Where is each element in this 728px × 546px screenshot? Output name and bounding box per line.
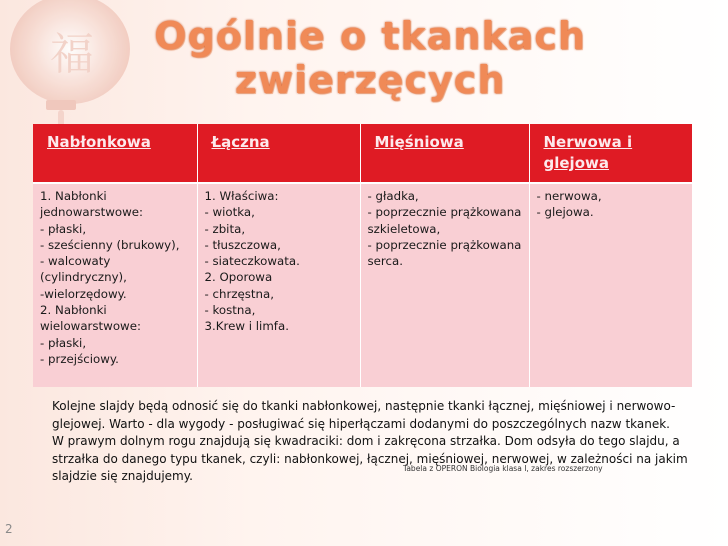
cell-laczna xyxy=(197,183,360,387)
header-link-nablonkowa[interactable]: Nabłonkowa xyxy=(33,124,197,183)
cell-line: - poprzecznie prążkowana xyxy=(367,205,522,220)
cell-line: 2. Nabłonki xyxy=(40,303,107,318)
note-line: Kolejne slajdy będą odnosić się do tkanki nabłonkowej, następnie tkanki łącznej, mięśniowej i nerwowo- xyxy=(52,399,676,413)
slide-title xyxy=(120,14,620,102)
header-link-miesniowa[interactable]: Mięśniowa xyxy=(360,124,529,183)
cell-line: jednowarstwowe: xyxy=(40,205,143,220)
lantern-glyph-icon: 福 xyxy=(50,29,94,80)
instruction-note xyxy=(52,398,688,486)
slide-title-line1: Ogólnie o tkankach xyxy=(154,14,586,58)
slide-title-line2: zwierzęcych xyxy=(234,58,506,102)
cell-line: - nerwowa, xyxy=(536,189,602,203)
cell-nerwowa-glejowa xyxy=(529,183,692,387)
cell-line: - siateczkowata. xyxy=(204,254,300,269)
cell-line: - chrzęstna, xyxy=(204,286,274,301)
header-link-laczna[interactable]: Łączna xyxy=(197,124,360,183)
cell-line: 2. Oporowa xyxy=(204,270,273,285)
note-line: W prawym dolnym rogu znajdują się kwadraciki: dom i zakręcona strzałka. Dom odsyła do tego slajdu, a xyxy=(52,434,680,448)
cell-line: - płaski, xyxy=(40,335,87,350)
cell-line: - zbita, xyxy=(204,221,246,236)
cell-line: serca. xyxy=(367,254,403,269)
cell-line: 3.Krew i limfa. xyxy=(204,319,289,334)
cell-line: - glejowa. xyxy=(536,205,594,220)
cell-line: - przejściowy. xyxy=(40,351,119,366)
note-line: strzałka do danego typu tkanek, czyli: nabłonkowej, łącznej, mięśniowej, nerwowej, w zależności na jakim xyxy=(52,451,688,466)
header-link-nerwowa-glejowa[interactable]: Nerwowa i glejowa xyxy=(529,124,692,183)
cell-line: (cylindryczny), xyxy=(40,270,127,285)
cell-nablonkowa xyxy=(33,183,197,387)
cell-line: -wielorzędowy. xyxy=(40,286,127,301)
note-line: slajdzie się znajdujemy. xyxy=(52,469,193,483)
table-source-note: Tabela z OPERON Biologia klasa I, zakres rozszerzony xyxy=(403,464,603,473)
cell-miesniowa xyxy=(360,183,529,387)
cell-line: 1. Nabłonki xyxy=(40,189,107,203)
cell-line: wielowarstwowe: xyxy=(40,319,141,334)
cell-line: - tłuszczowa, xyxy=(204,237,281,252)
page-number: 2 xyxy=(5,522,13,536)
lantern-decoration xyxy=(10,0,130,104)
cell-line: - poprzecznie prążkowana xyxy=(367,237,522,252)
cell-line: - walcowaty xyxy=(40,254,111,269)
lantern-cap xyxy=(46,100,76,110)
cell-line: - gładka, xyxy=(367,189,419,203)
cell-line: 1. Właściwa: xyxy=(204,189,279,203)
cell-line: szkieletowa, xyxy=(367,221,441,236)
cell-line: - sześcienny (brukowy), xyxy=(40,237,180,252)
cell-line: - płaski, xyxy=(40,221,87,236)
cell-line: - wiotka, xyxy=(204,205,255,220)
cell-line: - kostna, xyxy=(204,303,256,318)
note-line: glejowej. Warto - dla wygody - posługiwać się hiperłączami dodanymi do poszczególnych nazw tkanek. xyxy=(52,416,670,431)
